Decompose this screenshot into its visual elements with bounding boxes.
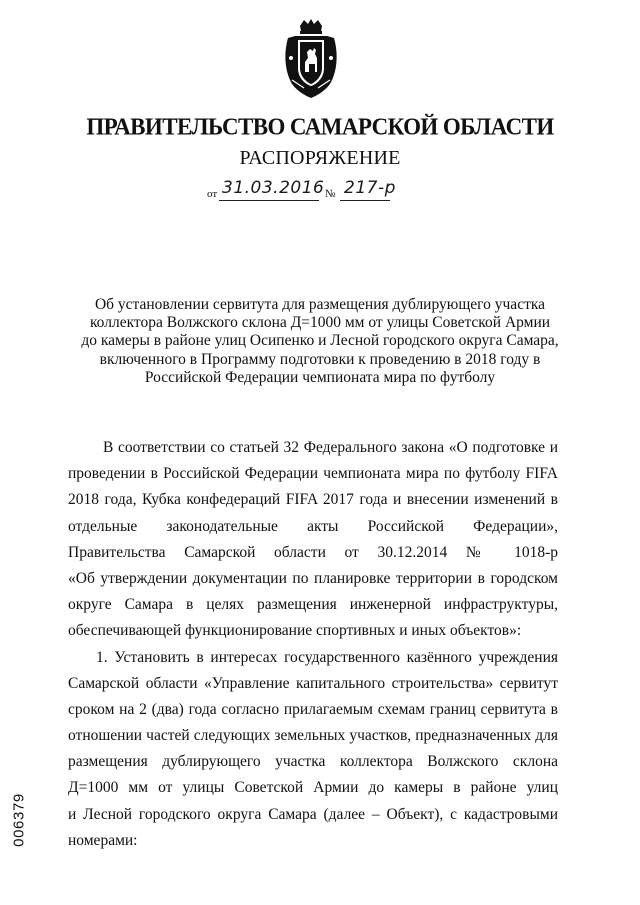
preamble-line: «Об утверждении документации по планировке территории в городском: [68, 569, 558, 587]
preamble-line: 2018 года, Кубка конфедераций FIFA 2017 года и внесении изменений в: [68, 491, 558, 509]
margin-stamp: [6, 775, 32, 865]
margin-stamp-number: 006379: [10, 793, 28, 847]
number-prefix: №: [325, 188, 336, 200]
point-line: номерами:: [68, 831, 138, 849]
point-line: отношении частей следующих земельных участков, предназначенных для: [68, 727, 558, 745]
preamble-line: округе Самара в целях размещения инженерной инфраструктуры,: [68, 596, 558, 614]
coat-of-arms-icon: [282, 18, 340, 100]
government-title: ПРАВИТЕЛЬСТВО САМАРСКОЙ ОБЛАСТИ: [86, 113, 554, 140]
preamble-line: проведении в Российской Федерации чемпионата мира по футболу FIFA: [68, 465, 558, 483]
point-line: размещения дублирующего участка коллектора Волжского склона: [68, 753, 558, 771]
document-type: РАСПОРЯЖЕНИЕ: [239, 147, 401, 169]
document-body: [68, 435, 558, 854]
subject-line: коллектора Волжского склона Д=1000 мм от улицы Советской Армии: [89, 314, 551, 332]
subject-line: Об установлении сервитута для размещения дублирующего участка: [94, 296, 546, 313]
preamble-line: отдельные законодательные акты Российской Федерации»,: [68, 517, 558, 535]
handwritten-number: 217-р: [344, 178, 396, 198]
date-underline: [219, 200, 319, 201]
preamble-line: Правительства Самарской области от 30.12.2014 № 1018-р: [68, 543, 558, 561]
handwritten-date: 31.03.2016: [222, 178, 325, 198]
subject-line: Российской Федерации чемпионата мира по футболу: [144, 368, 496, 386]
preamble-line: обеспечивающей функционирование спортивных и иных объектов»:: [68, 622, 522, 640]
preamble-line: В соответствии со статьей 32 Федерального закона «О подготовке и: [103, 439, 558, 456]
point-line: сроком на 2 (два) года согласно прилагаемым схемам границ сервитута в: [68, 700, 558, 718]
date-number-line: [0, 178, 640, 208]
number-underline: [340, 200, 390, 201]
point-line: Д=1000 мм от улицы Советской Армии до камеры в районе улиц: [68, 779, 558, 797]
point-line: 1. Установить в интересах государственного казённого учреждения: [96, 648, 558, 666]
subject-line: до камеры в районе улиц Осипенко и Лесной городского округа Самара,: [81, 332, 559, 350]
document-subject: [80, 296, 560, 387]
subject-line: включенного в Программу подготовки к проведению в 2018 году в: [99, 350, 541, 368]
point-line: и Лесной городского округа Самара (далее – Объект), с кадастровыми: [68, 805, 558, 823]
point-line: Самарской области «Управление капитального строительства» сервитут: [68, 674, 558, 692]
date-prefix: от: [207, 188, 218, 200]
